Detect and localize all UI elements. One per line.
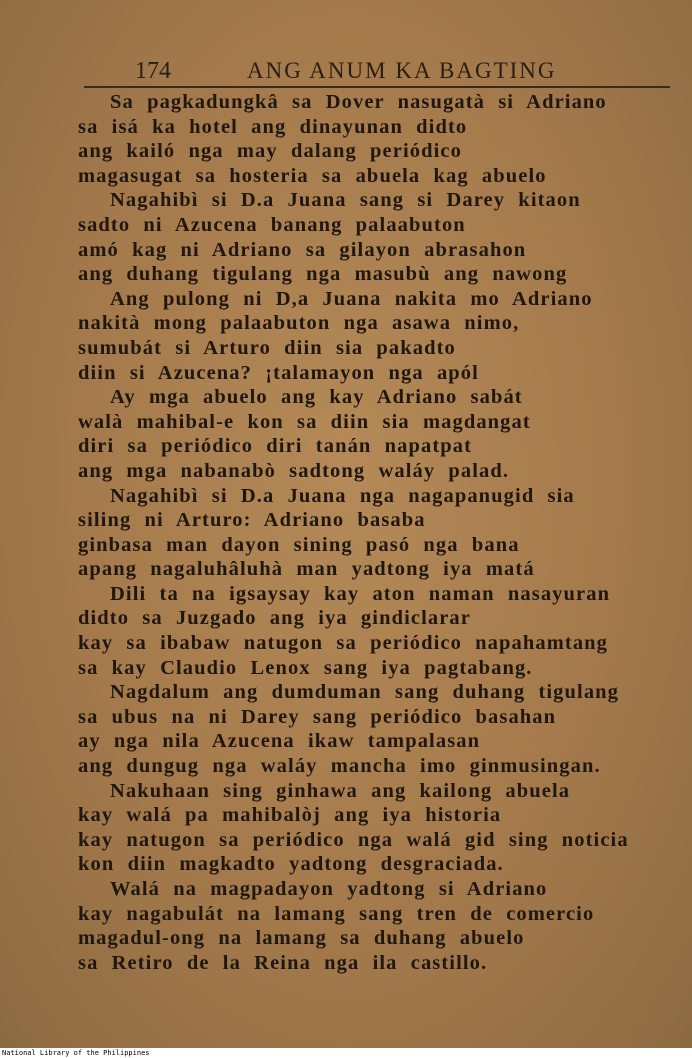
text-line: didto sa Juzgado ang iya gindiclarar	[78, 607, 471, 630]
text-line: Nagdalum ang dumduman sang duhang tigulang	[110, 681, 620, 704]
text-line: sa kay Claudio Lenox sang iya pagtabang.	[78, 656, 533, 679]
text-line: magasugat sa hosteria sa abuela kag abuelo	[78, 164, 547, 187]
text-line: kay sa ibabaw natugon sa periódico napahamtang	[78, 632, 609, 655]
text-line: ang duhang tigulang nga masubù ang nawong	[78, 263, 568, 286]
text-line: Nagahibì si D.a Juana nga nagapanugid sia	[110, 484, 575, 507]
text-line: ginbasa man dayon sining pasó nga bana	[78, 533, 520, 556]
text-line: ay nga nila Azucena ikaw tampalasan	[78, 730, 481, 753]
text-line: siling ni Arturo: Adriano basaba	[78, 509, 426, 532]
text-line: kay nagabulát na lamang sang tren de comercio	[78, 902, 595, 925]
text-line: kay natugon sa periódico nga walá gid sing noticia	[78, 828, 629, 851]
text-line: ang dungug nga waláy mancha imo ginmusingan.	[78, 755, 601, 778]
text-line: kon diin magkadto yadtong desgraciada.	[78, 853, 504, 876]
text-line: magadul-ong na lamang sa duhang abuelo	[78, 927, 525, 950]
text-line: sa ubus na ni Darey sang periódico basahan	[78, 705, 557, 728]
text-line: diri sa periódico diri tanán napatpat	[78, 435, 473, 458]
text-line: Nagahibì si D.a Juana sang si Darey kitaon	[110, 189, 581, 212]
text-line: Dili ta na igsaysay kay aton naman nasayuran	[110, 582, 611, 605]
text-line: Ay mga abuelo ang kay Adriano sabát	[110, 386, 523, 409]
text-line: amó kag ni Adriano sa gilayon abrasahon	[78, 238, 527, 261]
text-line: diin si Azucena? ¡talamayon nga apól	[78, 361, 479, 384]
text-line: ang mga nabanabò sadtong waláy palad.	[78, 459, 510, 482]
text-line: Nakuhaan sing ginhawa ang kailong abuela	[110, 779, 571, 802]
page-number: 174	[135, 58, 171, 84]
text-line: sa isá ka hotel ang dinayunan didto	[78, 115, 468, 138]
text-line: Ang pulong ni D,a Juana nakita mo Adriano	[110, 287, 593, 310]
text-line: sadto ni Azucena banang palaabuton	[78, 213, 466, 236]
library-credit: National Library of the Philippines	[2, 1049, 150, 1057]
text-line: Sa pagkadungkâ sa Dover nasugatà si Adriano	[110, 91, 607, 113]
poem-body	[78, 90, 678, 975]
text-line: walà mahibal-e kon sa diin sia magdangat	[78, 410, 531, 433]
text-line: ang kailó nga may dalang periódico	[78, 140, 462, 163]
text-line: kay walá pa mahibalòj ang iya historia	[78, 804, 502, 827]
text-line: apang nagaluhâluhà man yadtong iya matá	[78, 558, 535, 581]
header-rule	[84, 86, 670, 88]
text-line: sa Retiro de la Reina nga ila castillo.	[78, 951, 488, 974]
text-line: sumubát si Arturo diin sia pakadto	[78, 336, 456, 359]
text-line: nakità mong palaabuton nga asawa nimo,	[78, 312, 520, 335]
running-head: ANG ANUM KA BAGTING	[247, 58, 557, 83]
text-line: Walá na magpadayon yadtong si Adriano	[110, 878, 548, 900]
